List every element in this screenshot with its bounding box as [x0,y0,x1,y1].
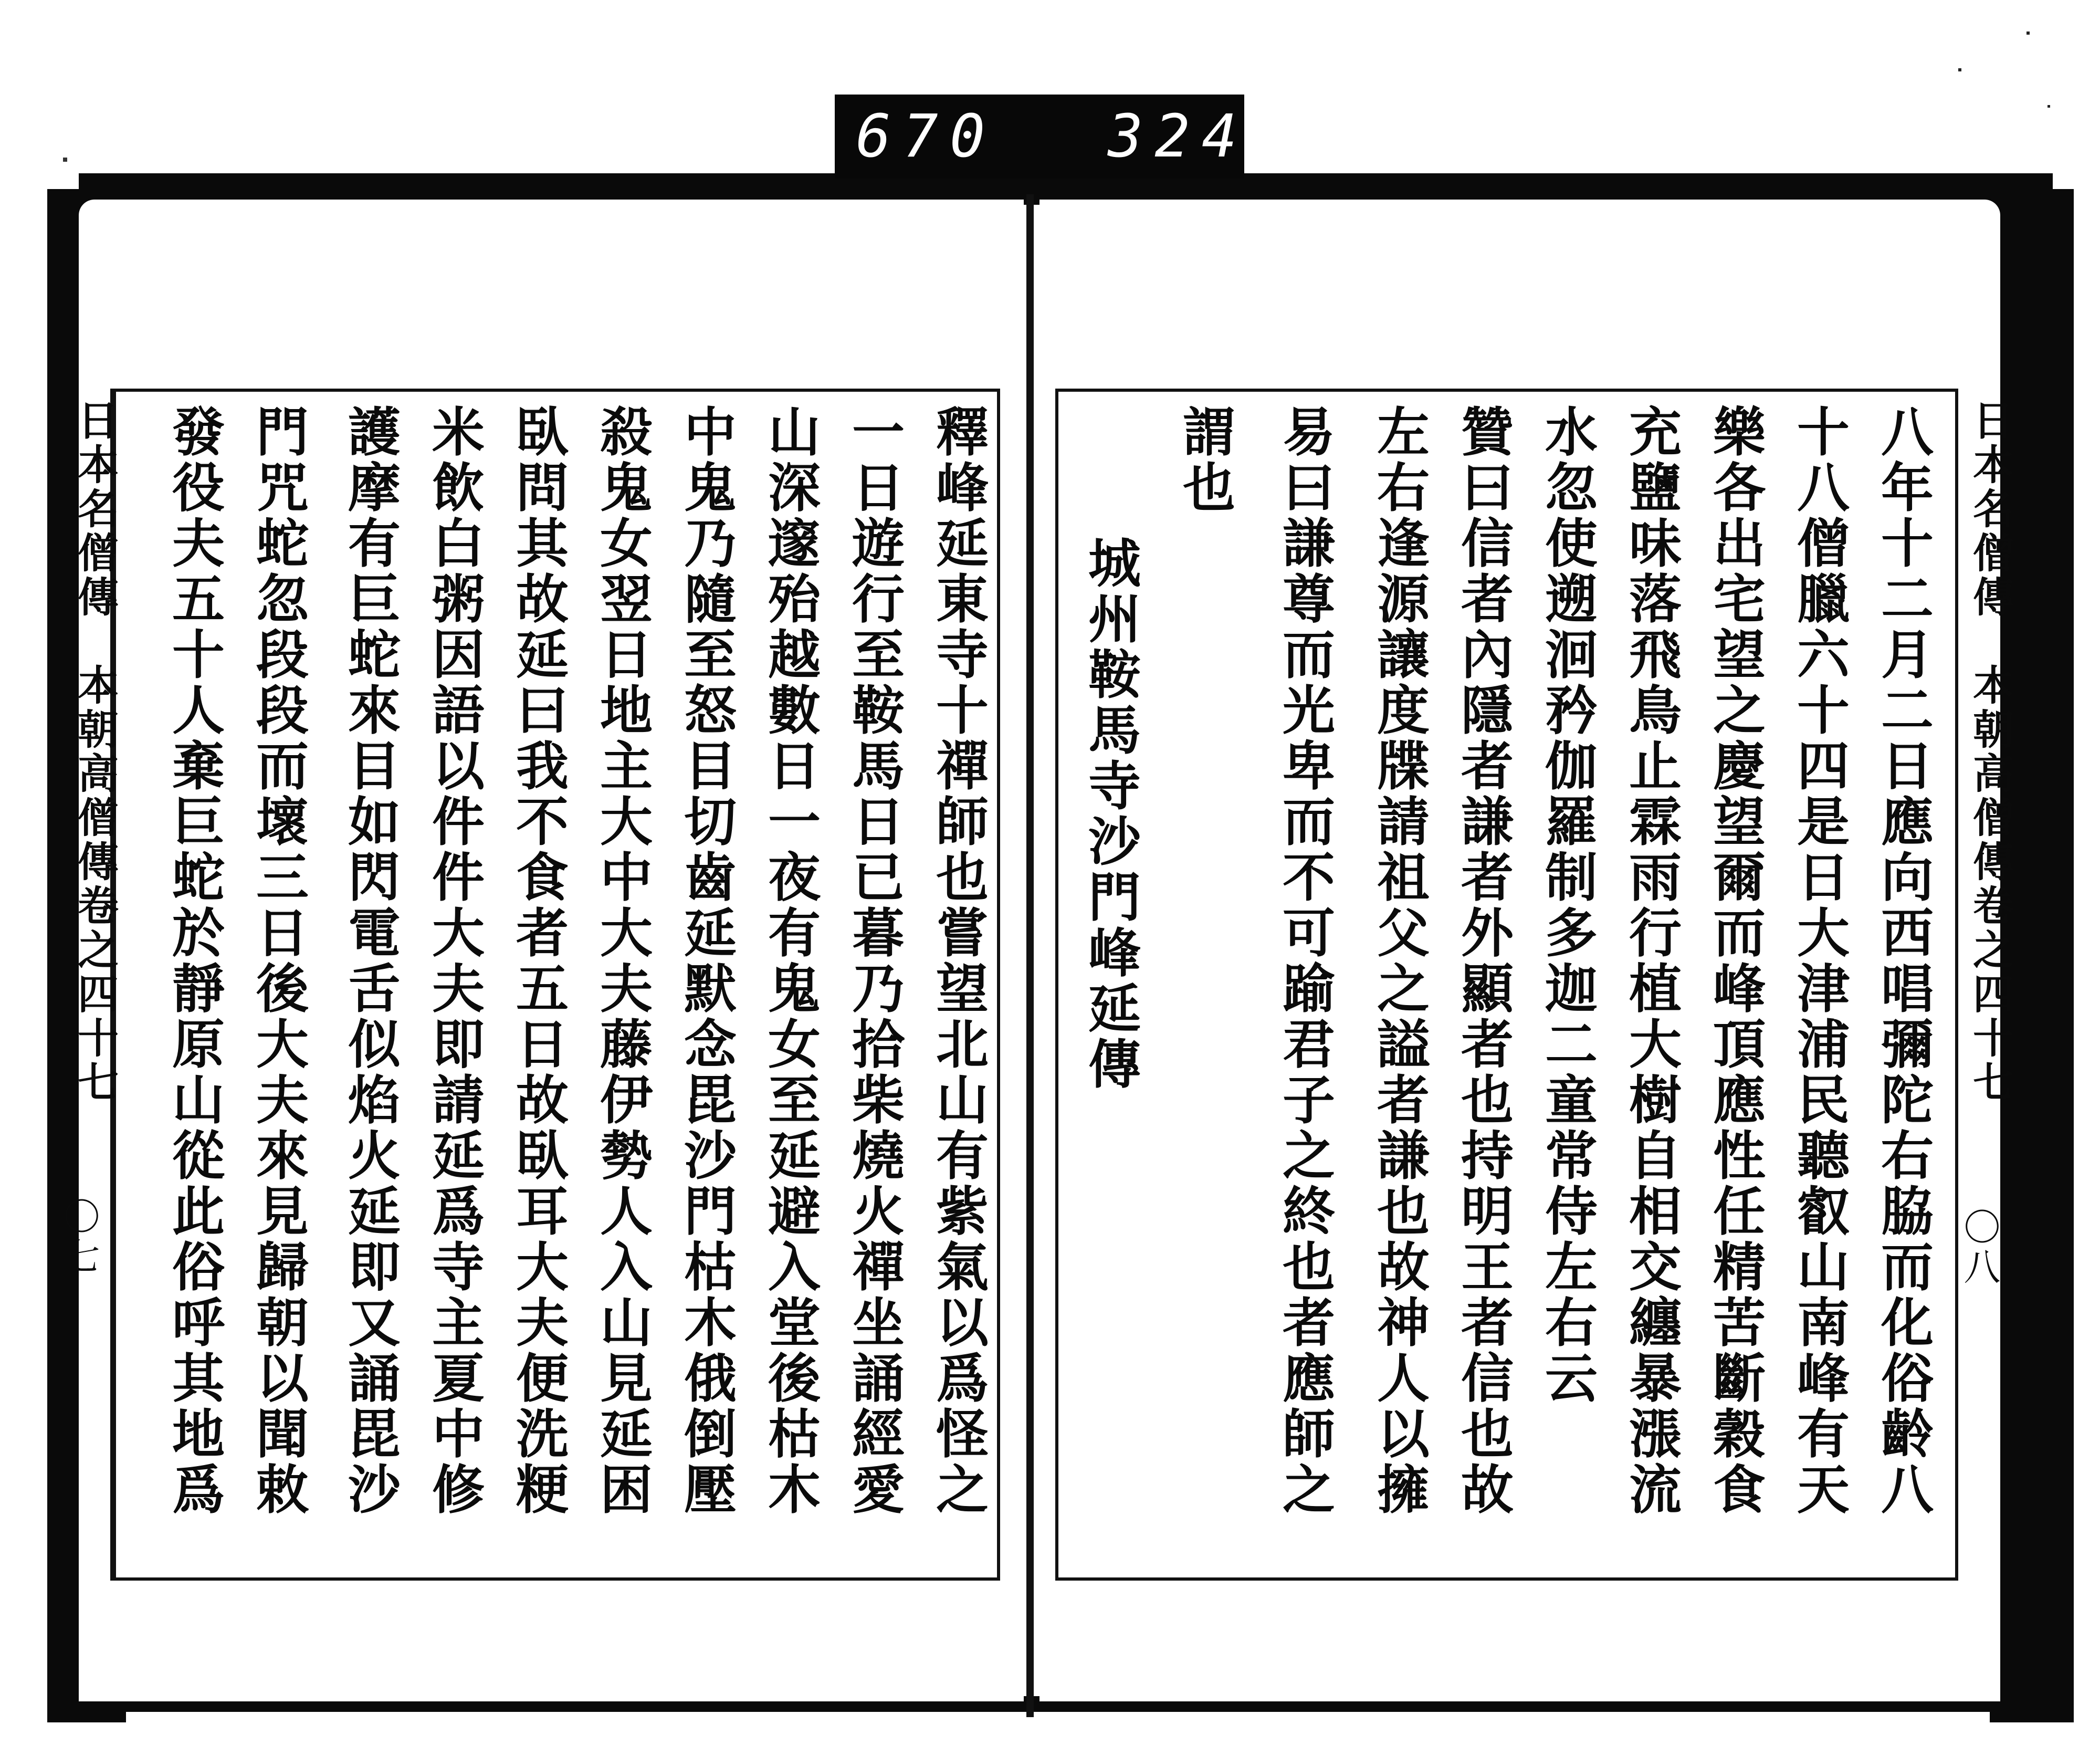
left-column-4: 中鬼乃隨至怒目切齒延默念毘沙門枯木俄倒壓 [675,404,737,1518]
right-column-8: 易曰謙尊而光卑而不可踰君子之終也者應師之 [1274,404,1336,1518]
left-column-6: 臥問其故延曰我不食者五日故臥耳大夫便洗粳 [507,404,569,1518]
right-column-6: 贊曰信者內隱者謙者外顯者也持明王者信也故 [1452,404,1514,1518]
left-column-7: 米飲白粥因語以件件大夫即請延爲寺主夏中修 [423,404,485,1518]
right-column-3: 樂各出宅望之慶望爾而峰頂應性任精苦斷穀食 [1704,404,1766,1518]
left-column-10: 發役夫五十人棄巨蛇於靜原山從此俗呼其地爲 [163,404,225,1518]
right-column-1: 八年十二月二日應向西唱彌陀右脇而化俗齡八 [1872,404,1934,1518]
left-column-1: 釋峰延東寺十禪師也嘗望北山有紫氣以爲怪之 [927,404,989,1518]
right-column-4: 充鹽味落飛鳥止霖雨行植大樹自相交纏暴漲流 [1620,404,1682,1518]
call-number-right: 324 [1108,102,1249,171]
call-number-label [835,95,1249,179]
left-column-2: 一日遊行至鞍馬日已暮乃拾柴燒火禪坐誦經愛 [843,404,905,1518]
scan-speck [2026,32,2030,35]
right-margin-title: 日本名僧傳 本朝高僧傳卷之四十七 [1966,399,2014,1105]
right-page-mark: 〇八 [1958,1208,2001,1288]
scan-speck [2048,105,2050,108]
right-column-9: 謂也 [1174,404,1236,516]
left-page-mark: 〇七 [57,1197,100,1277]
scan-speck [1958,68,1961,71]
left-column-8: 護摩有巨蛇來目如閃電舌似焰火延即又誦毘沙 [339,404,401,1518]
right-column-5: 水忽使遡洄矜伽羅制多迦二童常侍左右云 [1536,404,1598,1406]
right-column-2: 十八僧臘六十四是日大津浦民聽叡山南峰有天 [1788,404,1850,1518]
center-gutter [1026,194,1034,1717]
right-column-7: 左右逢源讓度牒請祖父之謚者謙也故神人以擁 [1368,404,1430,1518]
left-margin-title: 日本名僧傳 本朝高僧傳卷之四十七 [71,399,119,1105]
scan-speck [63,158,67,162]
right-heading: 城州鞍馬寺沙門峰延傳 [1079,536,1141,1092]
left-column-3: 山深邃殆越數日一夜有鬼女至延避入堂後枯木 [759,404,821,1518]
left-column-9: 門咒蛇忽段段而壞三日後大夫來見歸朝以聞敕 [247,404,309,1518]
left-column-5: 殺鬼女翌日地主大中大夫藤伊勢人入山見延困 [591,404,653,1518]
call-number-left: 670 [856,102,997,171]
